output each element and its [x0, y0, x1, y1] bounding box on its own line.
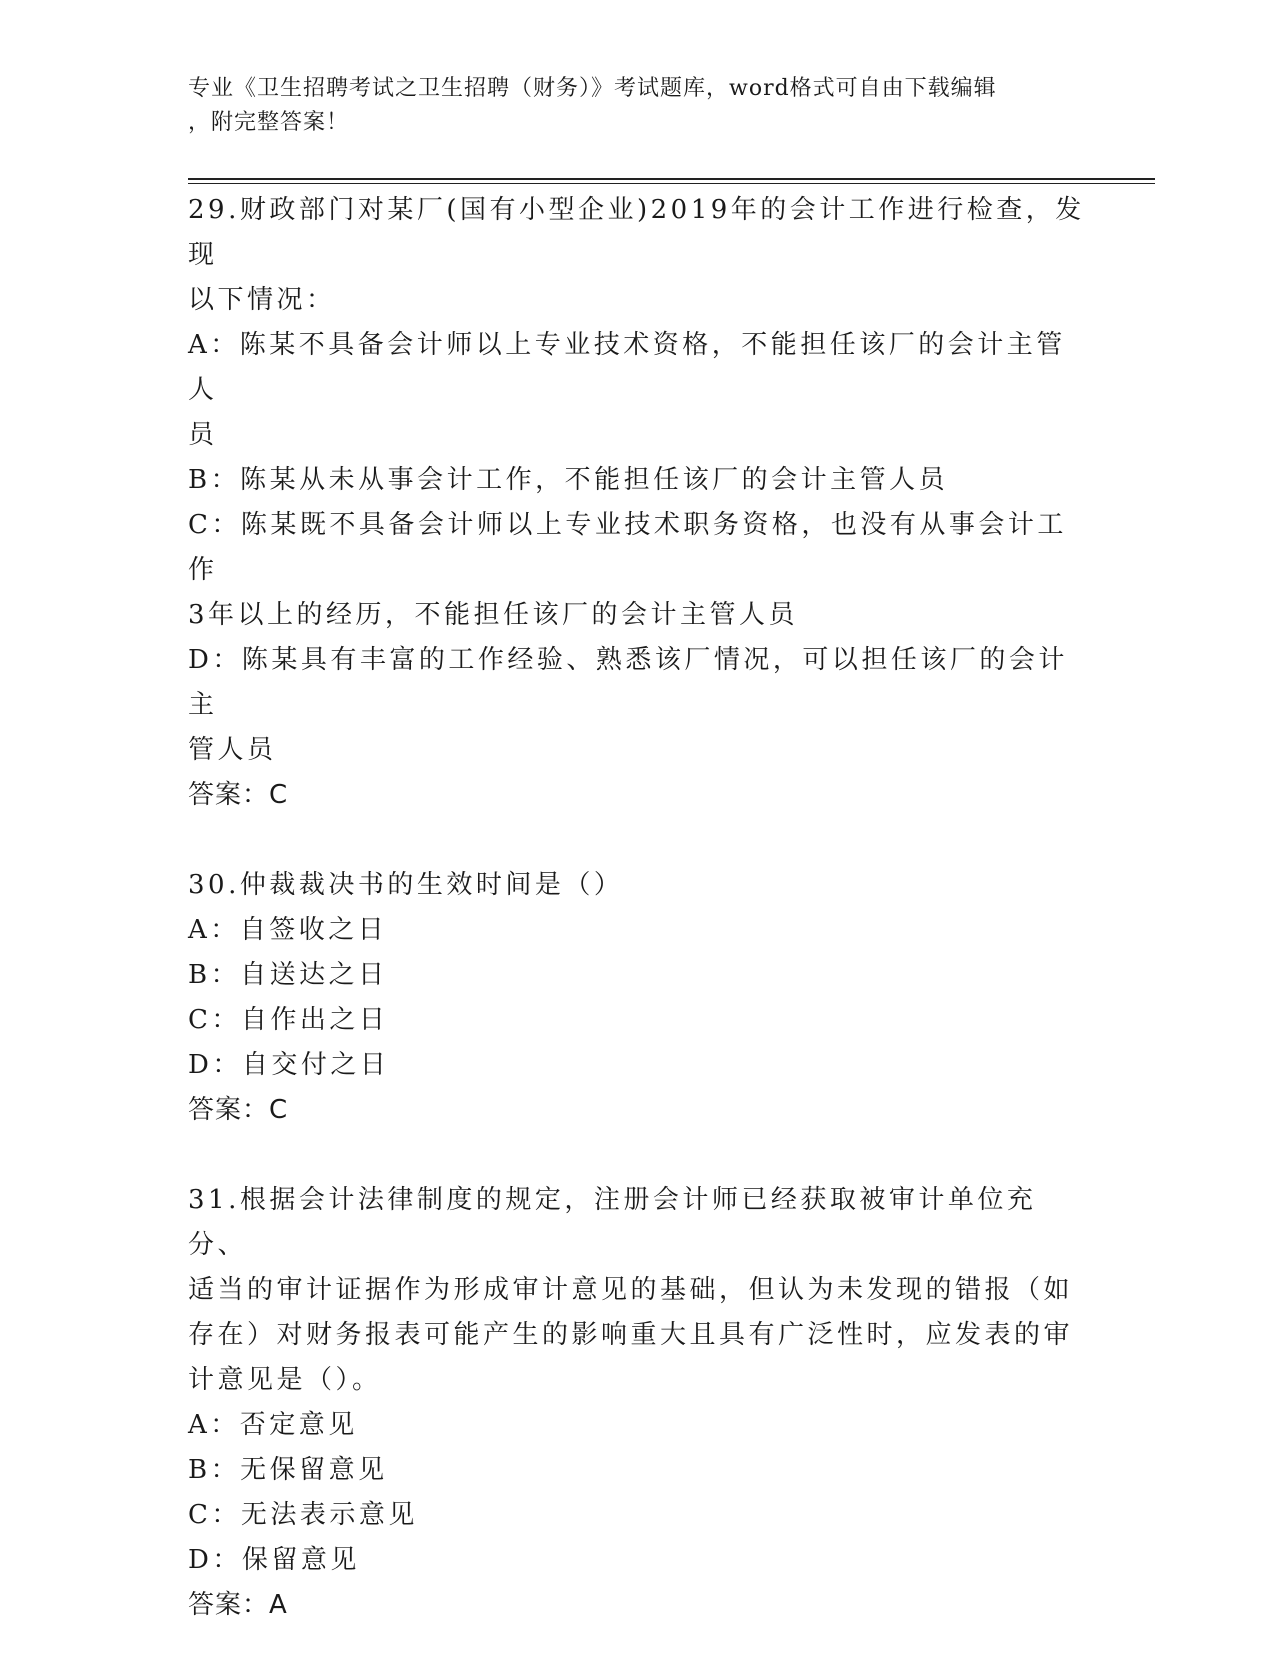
question-list [188, 188, 1088, 1673]
question-stem-line: 以下情况： [188, 285, 336, 315]
option-d-line: 管人员 [188, 735, 277, 765]
option-d-line: D：自交付之日 [188, 1050, 390, 1080]
option-c-line: C：无法表示意见 [188, 1500, 418, 1530]
option-b-line: B：自送达之日 [188, 960, 388, 990]
answer-line: 答案：C [188, 1095, 289, 1125]
option-a-line: A：否定意见 [188, 1410, 358, 1440]
question-29 [188, 188, 1088, 818]
question-stem-line: 29.财政部门对某厂(国有小型企业)2019年的会计工作进行检查，发现 [188, 195, 1085, 270]
option-b-line: B：陈某从未从事会计工作，不能担任该厂的会计主管人员 [188, 465, 949, 495]
document-header: 专业《卫生招聘考试之卫生招聘（财务）》考试题库，word格式可自由下载编辑 ，附完整答案！ [188, 76, 997, 135]
question-stem-line: 存在）对财务报表可能产生的影响重大且具有广泛性时，应发表的审 [188, 1320, 1074, 1350]
answer-line: 答案：A [188, 1590, 288, 1620]
header-divider-thin [188, 183, 1155, 184]
header-divider-thick [188, 178, 1155, 180]
option-a-line: 员 [188, 420, 218, 450]
question-31 [188, 1178, 1088, 1628]
question-stem-line: 30.仲裁裁决书的生效时间是（） [188, 870, 624, 900]
option-c-line: C：陈某既不具备会计师以上专业技术职务资格，也没有从事会计工作 [188, 510, 1067, 585]
option-c-line: 3年以上的经历，不能担任该厂的会计主管人员 [188, 600, 799, 630]
option-d-line: D：保留意见 [188, 1545, 360, 1575]
option-b-line: B：无保留意见 [188, 1455, 388, 1485]
question-30 [188, 863, 1088, 1133]
option-c-line: C：自作出之日 [188, 1005, 389, 1035]
option-a-line: A：自签收之日 [188, 915, 388, 945]
question-stem-line: 31.根据会计法律制度的规定，注册会计师已经获取被审计单位充分、 [188, 1185, 1037, 1260]
question-stem-line: 适当的审计证据作为形成审计意见的基础，但认为未发现的错报（如 [188, 1275, 1074, 1305]
answer-line: 答案：C [188, 780, 289, 810]
option-a-line: A：陈某不具备会计师以上专业技术资格，不能担任该厂的会计主管人 [188, 330, 1066, 405]
question-stem-line: 计意见是（）。 [188, 1365, 382, 1395]
option-d-line: D：陈某具有丰富的工作经验、熟悉该厂情况，可以担任该厂的会计主 [188, 645, 1068, 720]
